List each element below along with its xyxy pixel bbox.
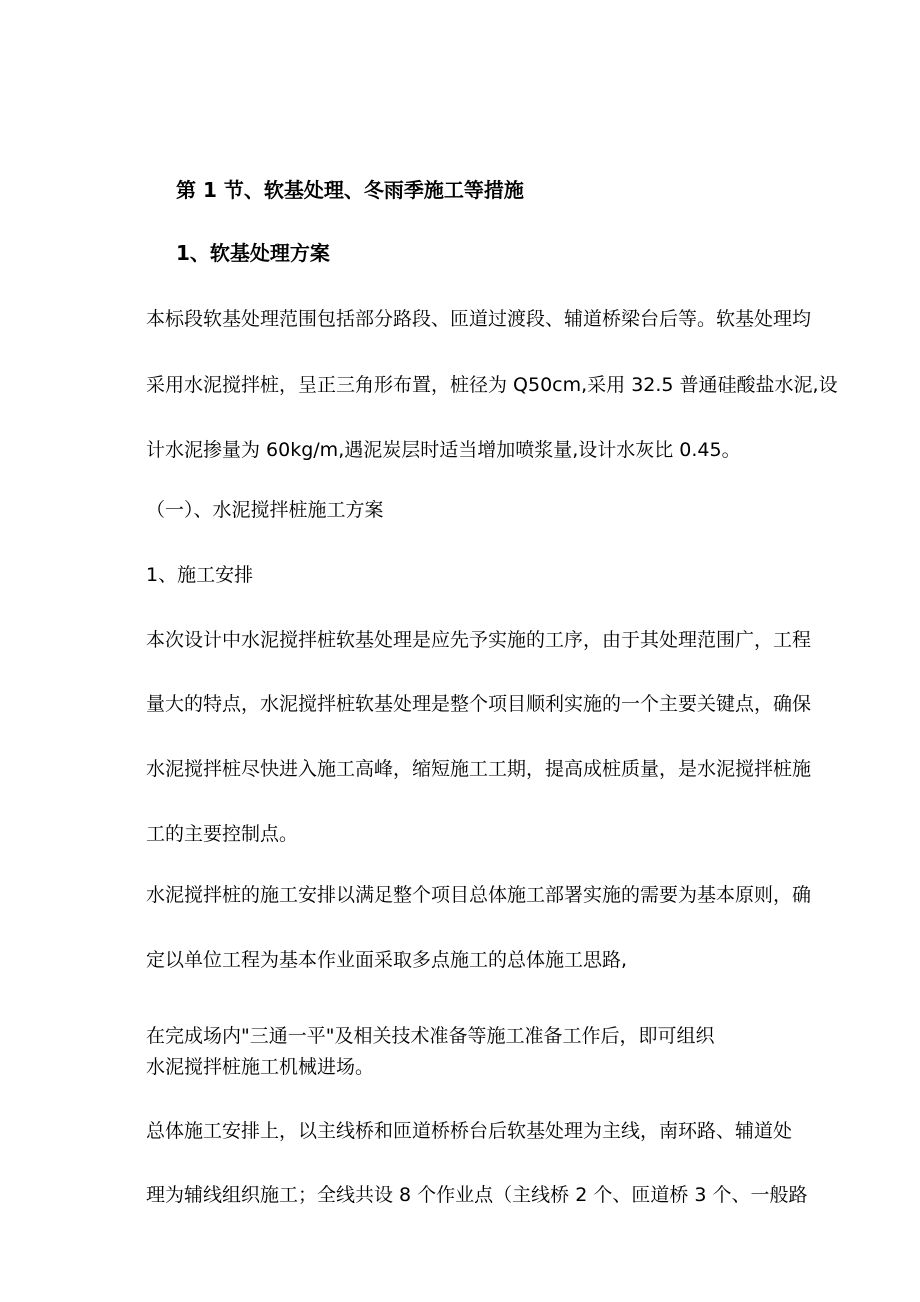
item-heading: 1、施工安排	[146, 564, 254, 586]
section-title: 第 1 节、软基处理、冬雨季施工等措施	[176, 178, 524, 202]
intro-paragraph-line-3: 计水泥掺量为 60kg/m,遇泥炭层时适当增加喷浆量,设计水灰比 0.45。	[146, 439, 741, 461]
intro-paragraph-line-1: 本标段软基处理范围包括部分路段、匝道过渡段、辅道桥梁台后等。软基处理均	[146, 308, 812, 330]
paragraph-1-line-2: 量大的特点，水泥搅拌桩软基处理是整个项目顺利实施的一个主要关键点，确保	[146, 693, 812, 715]
intro-paragraph-line-2: 采用水泥搅拌桩，呈正三角形布置，桩径为 Q50cm,采用 32.5 普通硅酸盐水泥,设	[146, 374, 838, 396]
paragraph-4-line-1: 总体施工安排上，以主线桥和匝道桥桥台后软基处理为主线，南环路、辅道处	[146, 1120, 793, 1142]
subsection-title: 1、软基处理方案	[176, 241, 330, 265]
paragraph-2-line-2: 定以单位工程为基本作业面采取多点施工的总体施工思路,	[146, 949, 628, 971]
part-heading: （一）、水泥搅拌桩施工方案	[146, 499, 384, 521]
paragraph-4-line-2: 理为辅线组织施工；全线共设 8 个作业点（主线桥 2 个、匝道桥 3 个、一般路	[146, 1184, 808, 1206]
paragraph-3-line-2: 水泥搅拌桩施工机械进场。	[146, 1056, 375, 1078]
paragraph-1-line-1: 本次设计中水泥搅拌桩软基处理是应先予实施的工序，由于其处理范围广，工程	[146, 629, 812, 651]
paragraph-1-line-4: 工的主要控制点。	[146, 823, 299, 845]
paragraph-3-line-1: 在完成场内"三通一平"及相关技术准备等施工准备工作后，即可组织	[146, 1025, 715, 1047]
paragraph-2-line-1: 水泥搅拌桩的施工安排以满足整个项目总体施工部署实施的需要为基本原则，确	[146, 884, 812, 906]
paragraph-1-line-3: 水泥搅拌桩尽快进入施工高峰，缩短施工工期，提高成桩质量，是水泥搅拌桩施	[146, 758, 812, 780]
